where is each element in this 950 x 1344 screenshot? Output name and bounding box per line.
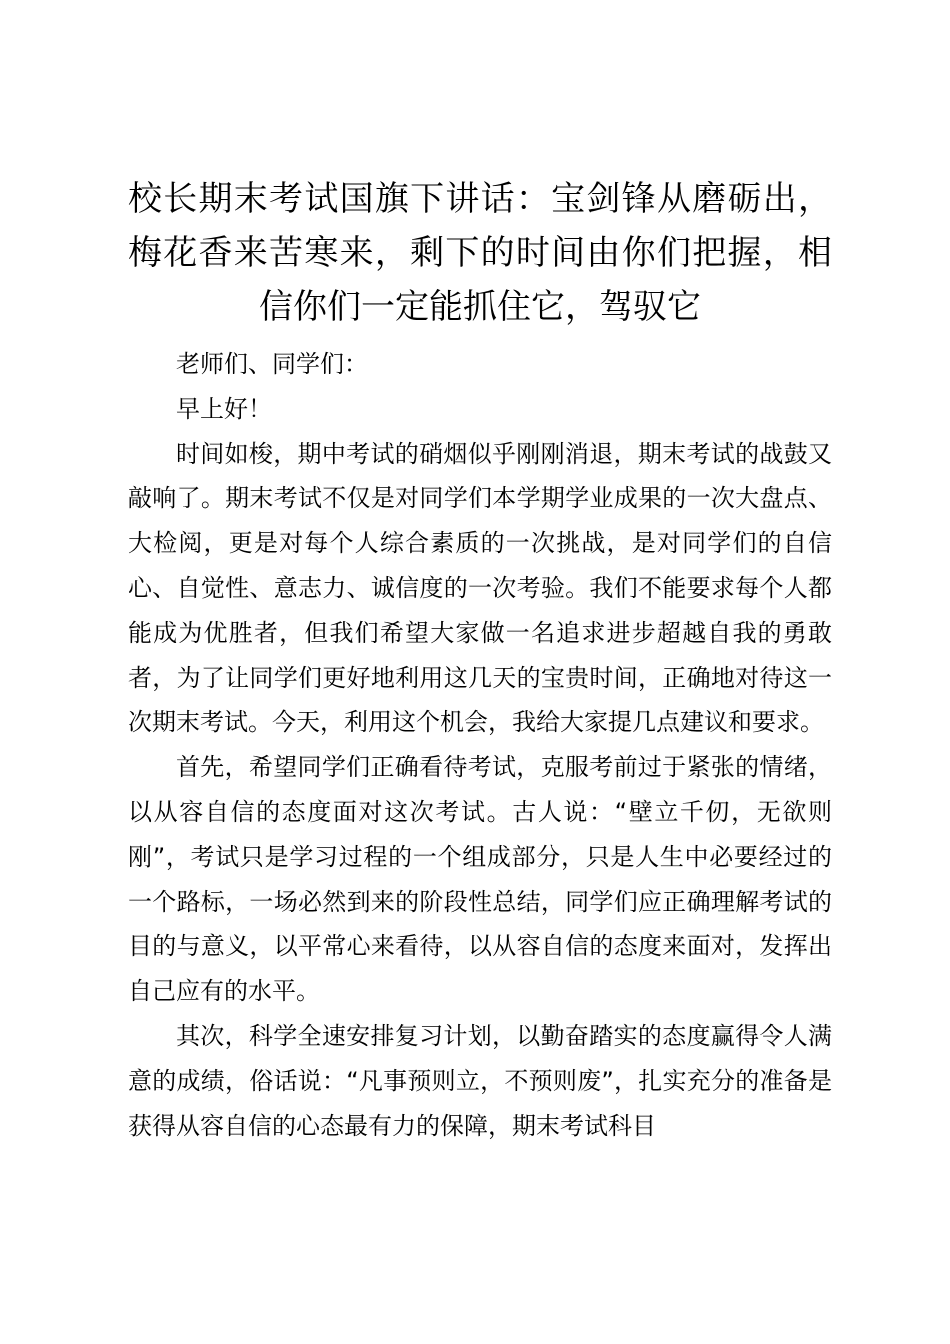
greeting-morning-paragraph: 早上好！: [176, 394, 272, 423]
first-point-paragraph: 首先，希望同学们正确看待考试，克服考前过于紧张的情绪，以从容自信的态度面对这次考试。古人说：“壁立千仞，无欲则刚”，考试只是学习过程的一个组成部分，只是人生中必要经过的一个路标，一场必然到来的阶段性总结，同学们应正确理解考试的目的与意义，以平常心来看待，以从容自信的态度来面对，发挥出自己应有的水平。: [128, 753, 832, 1006]
greeting-paragraph: 老师们、同学们：: [176, 350, 368, 378]
document-page: [128, 172, 832, 1148]
intro-paragraph: 时间如梭，期中考试的硝烟似乎刚刚消退，期末考试的战鼓又敲响了。期末考试不仅是对同学们本学期学业成果的一次大盘点、大检阅，更是对每个人综合素质的一次挑战，是对同学们的自信心、自觉性、意志力、诚信度的一次考验。我们不能要求每个人都能成为优胜者，但我们希望大家做一名追求进步超越自我的勇敢者，为了让同学们更好地利用这几天的宝贵时间，正确地对待这一次期末考试。今天，利用这个机会，我给大家提几点建议和要求。: [128, 439, 832, 737]
second-point-paragraph: 其次，科学全速安排复习计划，以勤奋踏实的态度赢得令人满意的成绩，俗话说：“凡事预则立，不预则废”，扎实充分的准备是获得从容自信的心态最有力的保障，期末考试科目: [128, 1021, 832, 1140]
document-title: 校长期末考试国旗下讲话：宝剑锋从磨砺出，梅花香来苦寒来，剩下的时间由你们把握，相信你们一定能抓住它，驾驭它: [128, 179, 832, 327]
document-body: [128, 342, 832, 1148]
